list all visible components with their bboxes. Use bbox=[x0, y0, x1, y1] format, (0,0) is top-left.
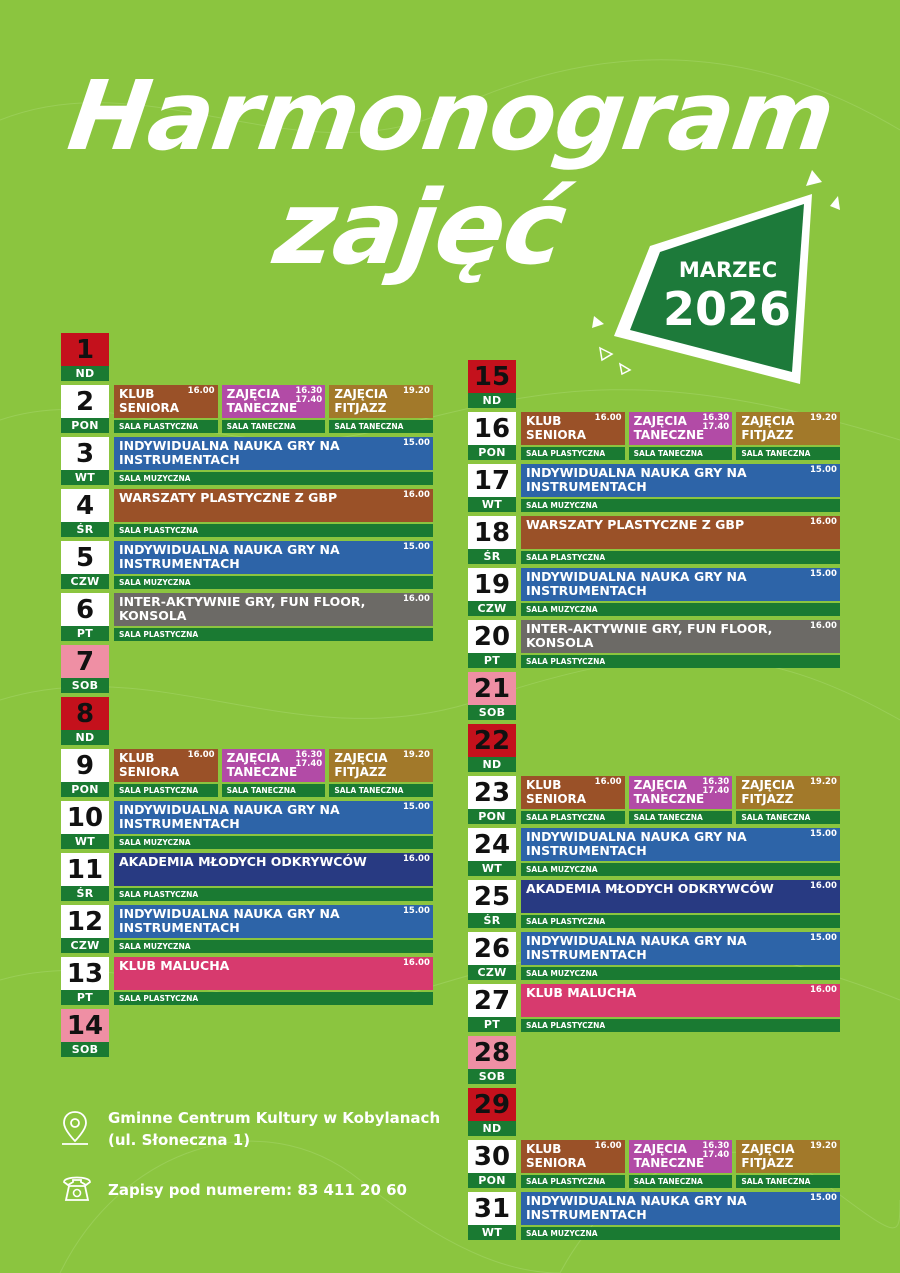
activity-name: ZAJĘCIA TANECZNE bbox=[226, 751, 298, 779]
activity-room: SALA PLASTYCZNA bbox=[114, 992, 433, 1005]
day-row bbox=[468, 672, 840, 720]
activity-box bbox=[736, 412, 840, 445]
day-number: 23 bbox=[468, 776, 516, 809]
activity-name: INDYWIDUALNA NAUKA GRY NA INSTRUMENTACH bbox=[526, 465, 747, 494]
activity bbox=[114, 749, 218, 797]
page-title-line2: zajęć bbox=[267, 169, 573, 288]
activity-time: 16.30 17.40 bbox=[702, 1141, 730, 1160]
day-number: 21 bbox=[468, 672, 516, 705]
activity-name: INDYWIDUALNA NAUKA GRY NA INSTRUMENTACH bbox=[119, 542, 340, 571]
day-number: 15 bbox=[468, 360, 516, 393]
activity-box bbox=[329, 749, 433, 782]
activity-room: SALA PLASTYCZNA bbox=[114, 628, 433, 641]
activity-box bbox=[521, 568, 840, 601]
activity bbox=[736, 1140, 840, 1188]
activity bbox=[521, 1192, 840, 1240]
activity bbox=[521, 568, 840, 616]
activity-time: 16.30 17.40 bbox=[702, 777, 730, 796]
day-number: 30 bbox=[468, 1140, 516, 1173]
day-row bbox=[468, 1036, 840, 1084]
activity-name: ZAJĘCIA FITJAZZ bbox=[741, 414, 795, 442]
activity-time: 19.20 bbox=[809, 777, 837, 787]
activity-time: 15.00 bbox=[403, 542, 430, 552]
activity-name: INDYWIDUALNA NAUKA GRY NA INSTRUMENTACH bbox=[526, 829, 747, 858]
day-row bbox=[468, 516, 840, 564]
activity bbox=[114, 905, 433, 953]
day-number: 27 bbox=[468, 984, 516, 1017]
activity-room: SALA MUZYCZNA bbox=[114, 940, 433, 953]
day-number: 11 bbox=[61, 853, 109, 886]
activity-box bbox=[629, 1140, 733, 1173]
activity-time: 16.00 bbox=[187, 750, 215, 760]
weekday-label: CZW bbox=[61, 574, 109, 589]
activity-time: 15.00 bbox=[810, 933, 837, 943]
activity-name: AKADEMIA MŁODYCH ODKRYWCÓW bbox=[526, 881, 774, 896]
weekday-label: PON bbox=[61, 782, 109, 797]
day-row bbox=[468, 984, 840, 1032]
day-number: 14 bbox=[61, 1009, 109, 1042]
activity bbox=[521, 984, 840, 1032]
activity-box bbox=[222, 385, 326, 418]
activity-room: SALA MUZYCZNA bbox=[521, 863, 840, 876]
activity-box bbox=[521, 620, 840, 653]
activity-time: 15.00 bbox=[810, 1193, 837, 1203]
weekday-label: ŚR bbox=[468, 913, 516, 928]
activity bbox=[629, 776, 733, 824]
weekday-label: WT bbox=[468, 497, 516, 512]
activity-time: 15.00 bbox=[810, 569, 837, 579]
activity-name: INTER-AKTYWNIE GRY, FUN FLOOR, KONSOLA bbox=[119, 594, 366, 623]
day-row bbox=[61, 749, 433, 797]
signup-phone: Zapisy pod numerem: 83 411 20 60 bbox=[108, 1181, 407, 1199]
weekday-label: ND bbox=[61, 366, 109, 381]
activity-name: KLUB SENIORA bbox=[119, 387, 180, 415]
activity bbox=[736, 776, 840, 824]
day-number: 28 bbox=[468, 1036, 516, 1069]
activity-room: SALA PLASTYCZNA bbox=[521, 551, 840, 564]
activity-box bbox=[521, 1192, 840, 1225]
activity-name: INDYWIDUALNA NAUKA GRY NA INSTRUMENTACH bbox=[526, 569, 747, 598]
activity bbox=[521, 776, 625, 824]
activity-time: 16.00 bbox=[403, 490, 430, 500]
day-row bbox=[468, 360, 840, 408]
activity-box bbox=[114, 385, 218, 418]
activity bbox=[114, 437, 433, 485]
activity-box bbox=[736, 1140, 840, 1173]
activity-time: 16.00 bbox=[810, 621, 837, 631]
weekday-label: SOB bbox=[468, 1069, 516, 1084]
activity-room: SALA TANECZNA bbox=[736, 447, 840, 460]
activity-room: SALA TANECZNA bbox=[329, 420, 433, 433]
activity-room: SALA MUZYCZNA bbox=[114, 836, 433, 849]
activity-room: SALA MUZYCZNA bbox=[521, 967, 840, 980]
day-row bbox=[468, 464, 840, 512]
activity-box bbox=[629, 776, 733, 809]
activity bbox=[521, 464, 840, 512]
day-row bbox=[61, 541, 433, 589]
weekday-label: SOB bbox=[61, 1042, 109, 1057]
activity-box bbox=[114, 853, 433, 886]
activity-box bbox=[114, 489, 433, 522]
activity-room: SALA TANECZNA bbox=[329, 784, 433, 797]
weekday-label: ND bbox=[468, 393, 516, 408]
day-number: 17 bbox=[468, 464, 516, 497]
activity-name: WARSZATY PLASTYCZNE Z GBP bbox=[526, 517, 745, 532]
activity-box bbox=[521, 880, 840, 913]
day-number: 12 bbox=[61, 905, 109, 938]
activity-time: 16.00 bbox=[810, 517, 837, 527]
day-number: 29 bbox=[468, 1088, 516, 1121]
activity-room: SALA PLASTYCZNA bbox=[114, 888, 433, 901]
activity bbox=[521, 620, 840, 668]
activity-box bbox=[114, 801, 433, 834]
day-number: 22 bbox=[468, 724, 516, 757]
day-number: 26 bbox=[468, 932, 516, 965]
day-number: 6 bbox=[61, 593, 109, 626]
activity-room: SALA MUZYCZNA bbox=[114, 576, 433, 589]
day-number: 31 bbox=[468, 1192, 516, 1225]
day-number: 19 bbox=[468, 568, 516, 601]
weekday-label: WT bbox=[468, 861, 516, 876]
telephone-icon bbox=[60, 1170, 94, 1208]
activity bbox=[222, 385, 326, 433]
activity-room: SALA MUZYCZNA bbox=[114, 472, 433, 485]
activity-name: AKADEMIA MŁODYCH ODKRYWCÓW bbox=[119, 854, 367, 869]
activity-name: INDYWIDUALNA NAUKA GRY NA INSTRUMENTACH bbox=[119, 802, 340, 831]
day-row bbox=[468, 620, 840, 668]
day-row bbox=[468, 724, 840, 772]
activity bbox=[629, 412, 733, 460]
weekday-label: WT bbox=[61, 470, 109, 485]
activity-box bbox=[521, 828, 840, 861]
activity-name: ZAJĘCIA FITJAZZ bbox=[741, 1142, 795, 1170]
activity-room: SALA TANECZNA bbox=[629, 1175, 733, 1188]
activity bbox=[114, 853, 433, 901]
activity-box bbox=[521, 412, 625, 445]
activity-box bbox=[114, 957, 433, 990]
day-number: 16 bbox=[468, 412, 516, 445]
activity-time: 19.20 bbox=[402, 750, 430, 760]
activity-box bbox=[521, 776, 625, 809]
activity-room: SALA MUZYCZNA bbox=[521, 603, 840, 616]
day-number: 8 bbox=[61, 697, 109, 730]
activity-time: 16.00 bbox=[594, 777, 622, 787]
activity-name: ZAJĘCIA FITJAZZ bbox=[334, 751, 388, 779]
day-row bbox=[61, 801, 433, 849]
activity-room: SALA PLASTYCZNA bbox=[521, 915, 840, 928]
weekday-label: ND bbox=[61, 730, 109, 745]
weekday-label: ŚR bbox=[468, 549, 516, 564]
activity bbox=[329, 385, 433, 433]
weekday-label: WT bbox=[468, 1225, 516, 1240]
weekday-label: ND bbox=[468, 1121, 516, 1136]
activity-name: ZAJĘCIA FITJAZZ bbox=[741, 778, 795, 806]
activity-name: ZAJĘCIA TANECZNE bbox=[226, 387, 298, 415]
activity bbox=[629, 1140, 733, 1188]
activity-room: SALA TANECZNA bbox=[629, 447, 733, 460]
weekday-label: PT bbox=[61, 990, 109, 1005]
weekday-label: WT bbox=[61, 834, 109, 849]
activity-room: SALA TANECZNA bbox=[736, 1175, 840, 1188]
weekday-label: ŚR bbox=[61, 886, 109, 901]
activity-box bbox=[222, 749, 326, 782]
year-label: 2026 bbox=[662, 282, 792, 336]
activity-name: INDYWIDUALNA NAUKA GRY NA INSTRUMENTACH bbox=[119, 906, 340, 935]
weekday-label: PT bbox=[61, 626, 109, 641]
activity-box bbox=[114, 905, 433, 938]
page-title-line1: Harmonogram bbox=[62, 60, 841, 172]
activity-box bbox=[329, 385, 433, 418]
day-row bbox=[61, 853, 433, 901]
activity-name: KLUB SENIORA bbox=[119, 751, 180, 779]
activity-name: KLUB SENIORA bbox=[526, 1142, 587, 1170]
activity-time: 16.30 17.40 bbox=[295, 750, 323, 769]
day-number: 1 bbox=[61, 333, 109, 366]
month-label: MARZEC bbox=[678, 258, 778, 282]
day-number: 10 bbox=[61, 801, 109, 834]
day-number: 2 bbox=[61, 385, 109, 418]
activity-time: 19.20 bbox=[809, 1141, 837, 1151]
activity-time: 15.00 bbox=[810, 829, 837, 839]
activity-time: 19.20 bbox=[809, 413, 837, 423]
activity-box bbox=[114, 593, 433, 626]
weekday-label: PT bbox=[468, 653, 516, 668]
weekday-label: PON bbox=[468, 809, 516, 824]
activity-time: 15.00 bbox=[403, 438, 430, 448]
day-number: 24 bbox=[468, 828, 516, 861]
address bbox=[108, 1107, 440, 1151]
day-row bbox=[468, 1088, 840, 1136]
day-number: 18 bbox=[468, 516, 516, 549]
day-row bbox=[61, 957, 433, 1005]
activity bbox=[114, 489, 433, 537]
day-row bbox=[468, 880, 840, 928]
activity-box bbox=[521, 464, 840, 497]
activity-time: 16.00 bbox=[403, 594, 430, 604]
day-row bbox=[61, 333, 433, 381]
address-line2: (ul. Słoneczna 1) bbox=[108, 1131, 251, 1149]
weekday-label: ND bbox=[468, 757, 516, 772]
activity-room: SALA PLASTYCZNA bbox=[521, 1175, 625, 1188]
activity-name: KLUB MALUCHA bbox=[119, 958, 230, 973]
activity-room: SALA PLASTYCZNA bbox=[521, 447, 625, 460]
activity-box bbox=[521, 932, 840, 965]
activity-time: 16.30 17.40 bbox=[702, 413, 730, 432]
activity-room: SALA TANECZNA bbox=[222, 420, 326, 433]
day-row bbox=[61, 905, 433, 953]
activity-time: 19.20 bbox=[402, 386, 430, 396]
day-row bbox=[468, 932, 840, 980]
day-number: 25 bbox=[468, 880, 516, 913]
weekday-label: PON bbox=[468, 445, 516, 460]
activity-box bbox=[521, 516, 840, 549]
address-line1: Gminne Centrum Kultury w Kobylanach bbox=[108, 1109, 441, 1127]
activity-name: WARSZATY PLASTYCZNE Z GBP bbox=[119, 490, 338, 505]
activity-time: 15.00 bbox=[403, 802, 430, 812]
day-row bbox=[61, 593, 433, 641]
day-number: 3 bbox=[61, 437, 109, 470]
activity bbox=[114, 541, 433, 589]
day-row bbox=[468, 568, 840, 616]
day-number: 4 bbox=[61, 489, 109, 522]
weekday-label: CZW bbox=[468, 601, 516, 616]
activity bbox=[222, 749, 326, 797]
activity bbox=[521, 1140, 625, 1188]
activity-time: 15.00 bbox=[403, 906, 430, 916]
activity-name: ZAJĘCIA TANECZNE bbox=[633, 1142, 705, 1170]
activity-room: SALA PLASTYCZNA bbox=[521, 1019, 840, 1032]
day-row bbox=[61, 437, 433, 485]
day-row bbox=[468, 828, 840, 876]
day-number: 5 bbox=[61, 541, 109, 574]
day-row bbox=[61, 1009, 433, 1057]
day-row bbox=[61, 385, 433, 433]
activity-room: SALA PLASTYCZNA bbox=[521, 811, 625, 824]
activity-name: ZAJĘCIA TANECZNE bbox=[633, 778, 705, 806]
activity bbox=[114, 801, 433, 849]
activity bbox=[114, 385, 218, 433]
activity-name: INDYWIDUALNA NAUKA GRY NA INSTRUMENTACH bbox=[119, 438, 340, 467]
activity bbox=[736, 412, 840, 460]
activity bbox=[521, 828, 840, 876]
activity-box bbox=[521, 1140, 625, 1173]
weekday-label: PON bbox=[61, 418, 109, 433]
weekday-label: CZW bbox=[468, 965, 516, 980]
day-row bbox=[61, 697, 433, 745]
activity-name: KLUB SENIORA bbox=[526, 414, 587, 442]
activity bbox=[521, 880, 840, 928]
activity-name: KLUB SENIORA bbox=[526, 778, 587, 806]
activity-name: INDYWIDUALNA NAUKA GRY NA INSTRUMENTACH bbox=[526, 933, 747, 962]
activity-room: SALA MUZYCZNA bbox=[521, 499, 840, 512]
weekday-label: PT bbox=[468, 1017, 516, 1032]
activity-name: ZAJĘCIA TANECZNE bbox=[633, 414, 705, 442]
activity-room: SALA MUZYCZNA bbox=[521, 1227, 840, 1240]
activity-time: 16.30 17.40 bbox=[295, 386, 323, 405]
activity bbox=[521, 412, 625, 460]
activity-room: SALA PLASTYCZNA bbox=[114, 784, 218, 797]
day-number: 13 bbox=[61, 957, 109, 990]
day-row bbox=[61, 489, 433, 537]
activity-box bbox=[114, 437, 433, 470]
activity-name: INTER-AKTYWNIE GRY, FUN FLOOR, KONSOLA bbox=[526, 621, 773, 650]
activity-box bbox=[114, 541, 433, 574]
activity-box bbox=[521, 984, 840, 1017]
day-row bbox=[61, 645, 433, 693]
activity-room: SALA PLASTYCZNA bbox=[114, 420, 218, 433]
day-number: 20 bbox=[468, 620, 516, 653]
activity-room: SALA TANECZNA bbox=[736, 811, 840, 824]
activity-room: SALA PLASTYCZNA bbox=[521, 655, 840, 668]
weekday-label: SOB bbox=[61, 678, 109, 693]
activity-time: 16.00 bbox=[187, 386, 215, 396]
weekday-label: SOB bbox=[468, 705, 516, 720]
activity bbox=[114, 957, 433, 1005]
activity-name: ZAJĘCIA FITJAZZ bbox=[334, 387, 388, 415]
activity-time: 16.00 bbox=[594, 1141, 622, 1151]
activity-box bbox=[629, 412, 733, 445]
location-pin-icon bbox=[58, 1108, 92, 1152]
activity-name: INDYWIDUALNA NAUKA GRY NA INSTRUMENTACH bbox=[526, 1193, 747, 1222]
day-number: 7 bbox=[61, 645, 109, 678]
weekday-label: PON bbox=[468, 1173, 516, 1188]
activity-box bbox=[736, 776, 840, 809]
weekday-label: ŚR bbox=[61, 522, 109, 537]
activity bbox=[114, 593, 433, 641]
day-number: 9 bbox=[61, 749, 109, 782]
day-row bbox=[468, 1140, 840, 1188]
day-row bbox=[468, 776, 840, 824]
activity-name: KLUB MALUCHA bbox=[526, 985, 637, 1000]
activity-room: SALA PLASTYCZNA bbox=[114, 524, 433, 537]
day-row bbox=[468, 1192, 840, 1240]
activity-time: 16.00 bbox=[810, 985, 837, 995]
activity-time: 15.00 bbox=[810, 465, 837, 475]
day-row bbox=[468, 412, 840, 460]
activity-box bbox=[114, 749, 218, 782]
activity-room: SALA TANECZNA bbox=[222, 784, 326, 797]
weekday-label: CZW bbox=[61, 938, 109, 953]
activity-time: 16.00 bbox=[403, 958, 430, 968]
activity-room: SALA TANECZNA bbox=[629, 811, 733, 824]
activity bbox=[521, 516, 840, 564]
activity bbox=[521, 932, 840, 980]
activity-time: 16.00 bbox=[810, 881, 837, 891]
activity-time: 16.00 bbox=[403, 854, 430, 864]
activity-time: 16.00 bbox=[594, 413, 622, 423]
activity bbox=[329, 749, 433, 797]
